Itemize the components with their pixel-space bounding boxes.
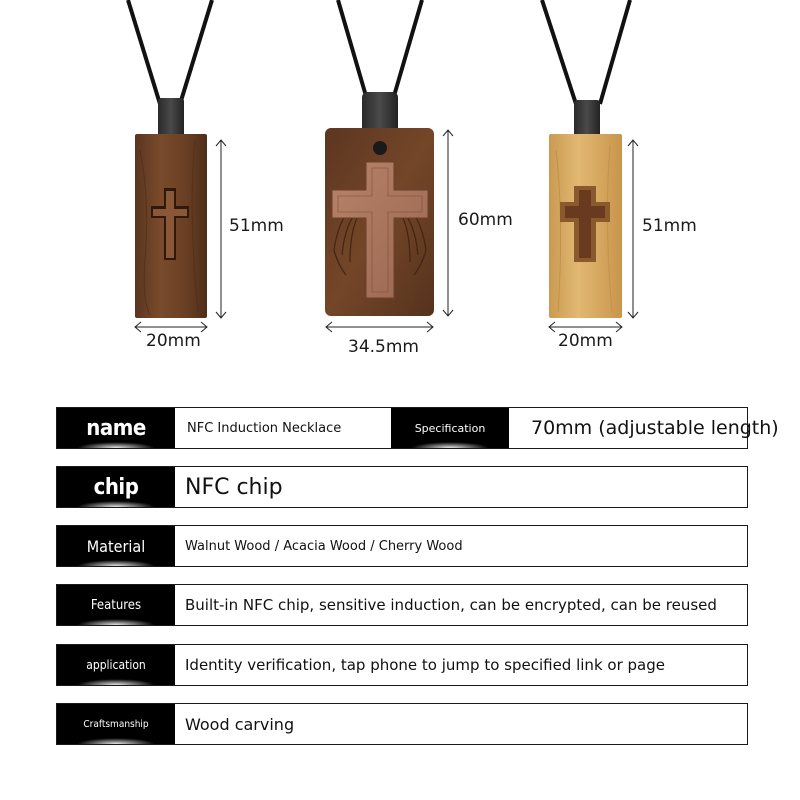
spec-row-application [56,644,748,686]
spec-key-chip: chip [57,467,175,507]
pendant-walnut [128,0,212,318]
spec-value-specification: 70mm (adjustable length) [531,417,779,439]
spec-value-chip: NFC chip [185,474,283,500]
pendant-2-width-label: 34.5mm [348,337,419,357]
spec-row-chip [56,466,748,508]
spec-key-application: application [57,645,175,685]
pendant-winged-cross [325,0,434,316]
spec-key-specification: Specification [391,408,509,448]
pendant-2-height-label: 60mm [458,210,513,230]
spec-key-name: name [57,408,175,448]
spec-row-features [56,584,748,626]
spec-row-material [56,525,748,567]
pendant-light-wood [542,0,630,318]
pendant-1-width-label: 20mm [146,331,201,351]
spec-value-material: Walnut Wood / Acacia Wood / Cherry Wood [185,538,463,554]
product-illustration [0,0,800,370]
pendant-1-height-label: 51mm [229,216,284,236]
spec-value-features: Built-in NFC chip, sensitive induction, can be encrypted, can be reused [185,596,717,614]
pendant-3-width-label: 20mm [558,331,613,351]
spec-row-craftsmanship [56,703,748,745]
spec-key-material: Material [57,526,175,566]
spec-key-features: Features [57,585,175,625]
spec-value-craftsmanship: Wood carving [185,714,295,734]
spec-row-name [56,407,779,449]
spec-value-name: NFC Induction Necklace [187,420,342,436]
spec-key-craftsmanship: Craftsmanship [57,704,175,744]
pendant-3-height-label: 51mm [642,216,697,236]
pendant-drawing [0,0,800,370]
spec-value-application: Identity verification, tap phone to jump to specified link or page [185,656,665,674]
